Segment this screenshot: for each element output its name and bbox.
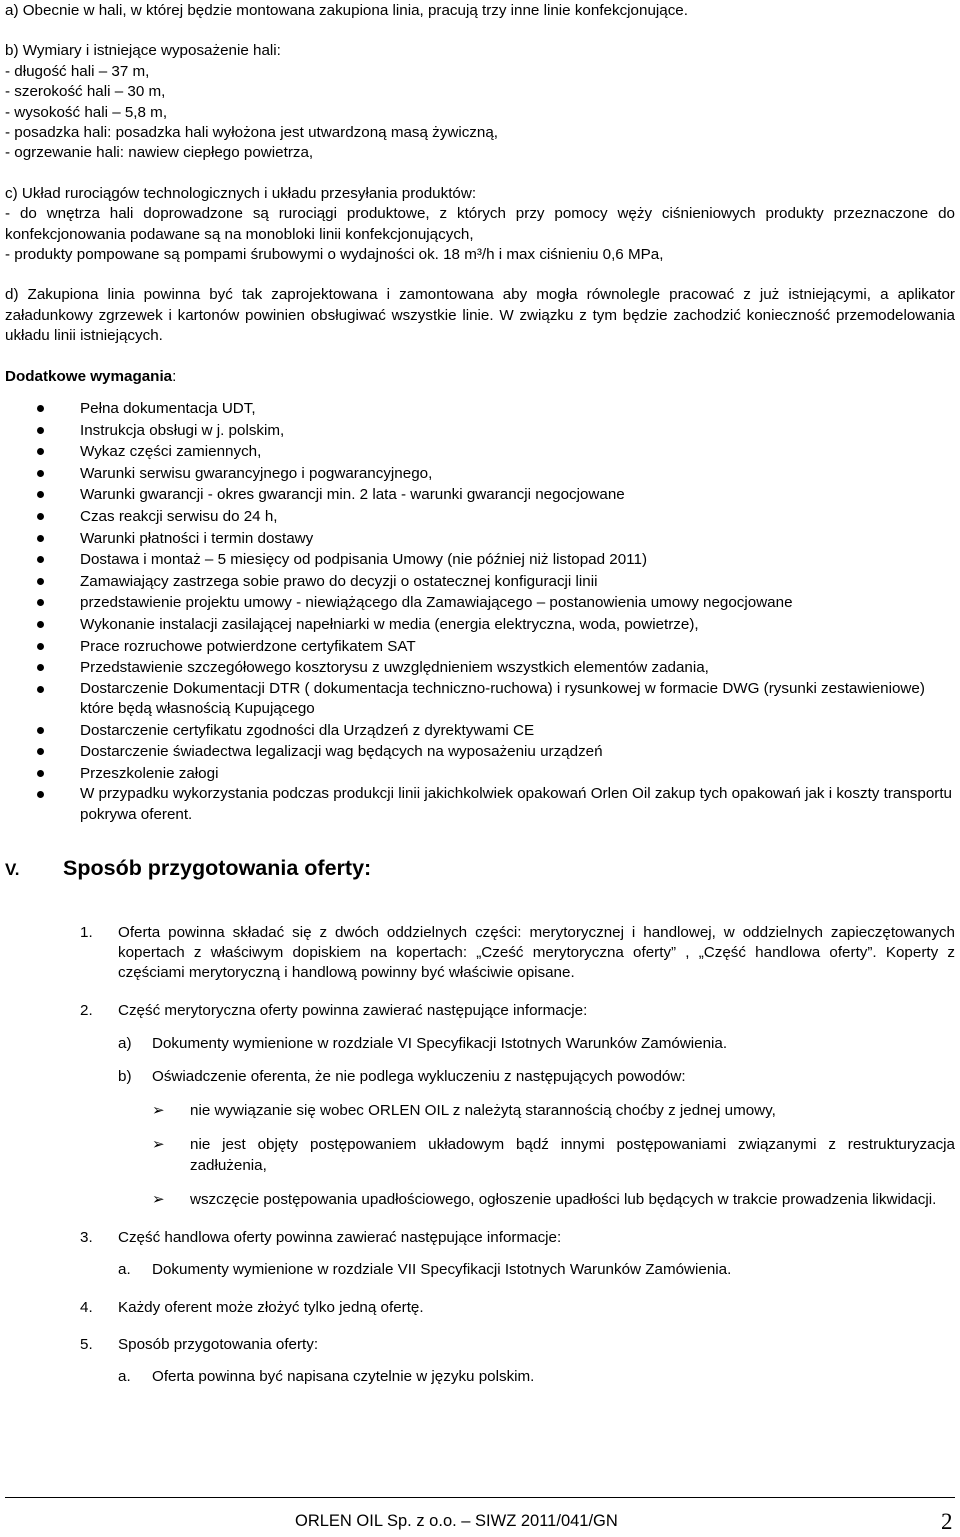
sub-item-text: Dokumenty wymienione w rozdziale VII Specyfikacji Istotnych Warunków Zamówienia. — [152, 1261, 732, 1279]
list-item: Zamawiający zastrzega sobie prawo do decyzji o ostatecznej konfiguracji linii — [5, 571, 955, 593]
intro-c-line: - produkty pompowane są pompami śrubowymi o wydajności ok. 18 m³/h i max ciśnieniu 0,6 MPa, — [5, 246, 664, 264]
sub-item-letter: a) — [118, 1035, 132, 1053]
sub-item — [5, 1260, 955, 1280]
intro-d: d) Zakupiona linia powinna być tak zaprojektowana i zamontowana aby mogła równolegle pracować z już istniejącymi, a aplikator załadunkowy zgrzewek i kartonów powinien obsługiwać wszystkie linie. W związku z tym będzie zachodzić konieczność przemodelowania układu linii istniejących. — [5, 286, 955, 345]
additional-requirements-heading — [5, 367, 955, 387]
footer-divider — [5, 1497, 955, 1498]
item-number: 5. — [80, 1335, 93, 1353]
item-text: Sposób przygotowania oferty: — [118, 1335, 319, 1353]
intro-a: a) Obecnie w hali, w której będzie montowana zakupiona linia, pracują trzy inne linie konfekcjonujące. — [5, 2, 688, 19]
section-title: Sposób przygotowania oferty: — [63, 856, 372, 881]
sub-item-letter: a. — [118, 1261, 131, 1279]
list-item: W przypadku wykorzystania podczas produkcji linii jakichkolwiek opakowań Orlen Oil zakup tych opakowań jak i koszty transportu pokrywa oferent. — [5, 784, 955, 825]
sub-item-text: Oświadczenie oferenta, że nie podlega wykluczeniu z następujących powodów: — [152, 1067, 686, 1085]
item-text: Każdy oferent może złożyć tylko jedną ofertę. — [118, 1298, 424, 1316]
list-item: Wykaz części zamiennych, — [5, 441, 955, 463]
list-item: Dostawa i montaż – 5 miesięcy od podpisania Umowy (nie później niż listopad 2011) — [5, 549, 955, 571]
arrow-bullet-icon: ➢ — [152, 1136, 165, 1154]
list-item: Warunki gwarancji - okres gwarancji min. 2 lata - warunki gwarancji negocjowane — [5, 484, 955, 506]
list-item: Warunki płatności i termin dostawy — [5, 528, 955, 550]
list-item: Dostarczenie świadectwa legalizacji wag będących na wyposażeniu urządzeń — [5, 741, 955, 763]
list-item: Dostarczenie Dokumentacji DTR ( dokumentacja techniczno-ruchowa) i rysunkowej w formacie DWG (rysunki zestawieniowe) które będą własnością Kupującego — [5, 679, 955, 720]
numbered-item — [5, 1335, 955, 1355]
sub-item-text: Oferta powinna być napisana czytelnie w języku polskim. — [152, 1368, 535, 1386]
list-item: Instrukcja obsługi w j. polskim, — [5, 420, 955, 442]
item-number: 3. — [80, 1228, 93, 1246]
intro-c-heading: c) Układ rurociągów technologicznych i układu przesyłania produktów: — [5, 184, 477, 202]
numbered-item — [5, 1228, 955, 1248]
arrow-item — [5, 1135, 955, 1176]
numbered-item — [5, 1298, 955, 1318]
item-text: Część merytoryczna oferty powinna zawierać następujące informacje: — [118, 1001, 588, 1019]
sub-item-letter: b) — [118, 1067, 132, 1085]
intro-c-line: - do wnętrza hali doprowadzone są rurociągi produktowe, z których przy pomocy węży ciśnieniowych produkty przeznaczone do konfekcjonowania podawane są na monobloki linii konfekcjonujących, — [5, 205, 955, 243]
document-page — [5, 0, 955, 1388]
arrow-item — [5, 1190, 955, 1210]
page-number: 2 — [941, 1509, 953, 1534]
heading-text: Dodatkowe wymagania — [5, 367, 173, 385]
sub-item-letter: a. — [118, 1368, 131, 1386]
list-item: Prace rozruchowe potwierdzone certyfikatem SAT — [5, 636, 955, 658]
section-number: V. — [5, 860, 20, 880]
arrow-item — [5, 1101, 955, 1121]
arrow-bullet-icon: ➢ — [152, 1102, 165, 1120]
numbered-item — [5, 923, 955, 984]
list-item: Przeszkolenie załogi — [5, 763, 955, 785]
heading-colon: : — [172, 367, 177, 385]
arrow-item-text: nie wywiązanie się wobec ORLEN OIL z należytą starannością choćby z jednej umowy, — [190, 1102, 776, 1120]
sub-item-text: Dokumenty wymienione w rozdziale VI Specyfikacji Istotnych Warunków Zamówienia. — [152, 1035, 728, 1053]
numbered-item — [5, 1001, 955, 1021]
list-item: Wykonanie instalacji zasilającej napełniarki w media (energia elektryczna, woda, powietrze), — [5, 614, 955, 636]
list-item: Warunki serwisu gwarancyjnego i pogwarancyjnego, — [5, 463, 955, 485]
intro-b-line: - długość hali – 37 m, — [5, 62, 150, 80]
numbered-list — [5, 923, 955, 1388]
arrow-item-text: nie jest objęty postępowaniem układowym bądź innymi postępowaniami związanymi z restrukturyzacja zadłużenia, — [190, 1136, 955, 1174]
intro-b-line: - wysokość hali – 5,8 m, — [5, 103, 168, 121]
arrow-bullet-icon: ➢ — [152, 1191, 165, 1209]
sub-item — [5, 1367, 955, 1387]
list-item: Przedstawienie szczegółowego kosztorysu z uwzględnieniem wszystkich elementów zadania, — [5, 657, 955, 679]
sub-item — [5, 1034, 955, 1054]
item-text: Część handlowa oferty powinna zawierać następujące informacje: — [118, 1228, 562, 1246]
section-heading — [5, 858, 955, 880]
list-item: Pełna dokumentacja UDT, — [5, 398, 955, 420]
item-text: Oferta powinna składać się z dwóch oddzielnych części: merytorycznej i handlowej, w oddzielnych zapieczętowanych kopertach z właściwym dopiskiem na kopertach: „Cześć merytoryczna oferty” , „Część handlowa oferty”. Koperty z częściami merytoryczną i handlową powinny być właściwie opisane. — [118, 923, 955, 982]
list-item: Dostarczenie certyfikatu zgodności dla Urządzeń z dyrektywami CE — [5, 720, 955, 742]
intro-b-line: - szerokość hali – 30 m, — [5, 83, 166, 101]
requirements-list — [5, 398, 955, 825]
item-number: 1. — [80, 923, 93, 941]
list-item: Czas reakcji serwisu do 24 h, — [5, 506, 955, 528]
item-number: 2. — [80, 1001, 93, 1019]
item-number: 4. — [80, 1298, 93, 1316]
list-item: przedstawienie projektu umowy - niewiążącego dla Zamawiającego – postanowienia umowy negocjowane — [5, 592, 955, 614]
intro-b-line: - posadzka hali: posadzka hali wyłożona jest utwardzoną masą żywiczną, — [5, 124, 499, 142]
arrow-item-text: wszczęcie postępowania upadłościowego, ogłoszenie upadłości lub będących w trakcie prowadzenia likwidacji. — [190, 1191, 937, 1209]
footer-text: ORLEN OIL Sp. z o.o. – SIWZ 2011/041/GN — [295, 1512, 618, 1530]
intro-b-heading: b) Wymiary i istniejące wyposażenie hali: — [5, 42, 281, 60]
intro-b-line: - ogrzewanie hali: nawiew ciepłego powietrza, — [5, 144, 314, 162]
sub-item — [5, 1067, 955, 1087]
